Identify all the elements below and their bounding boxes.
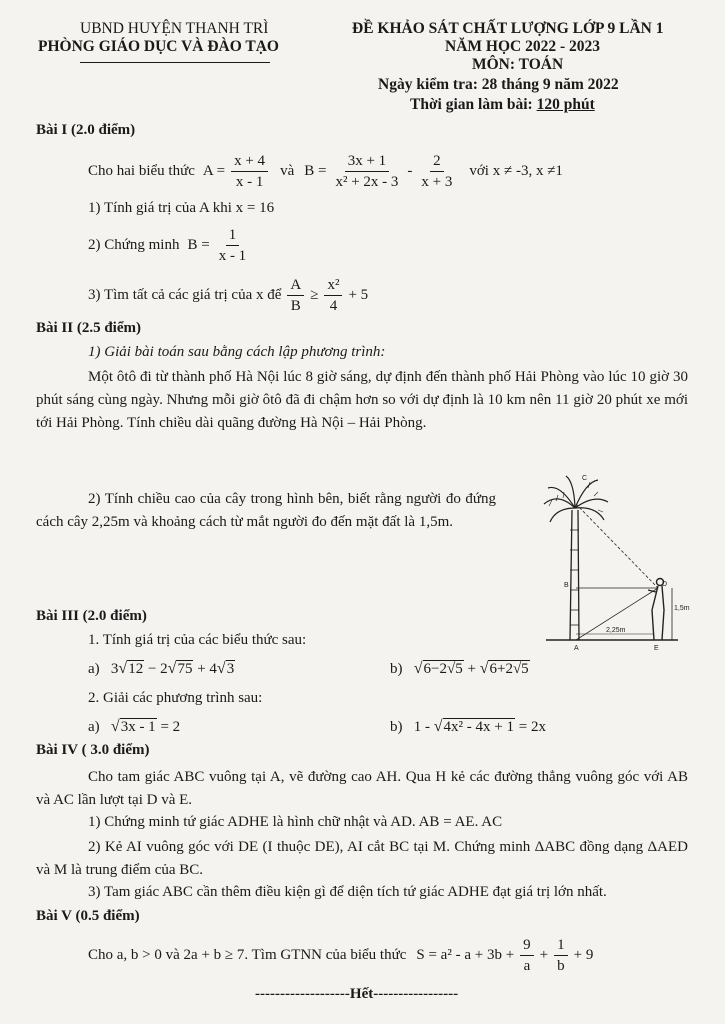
radicand-1: 12 xyxy=(128,661,144,677)
header-exam-date: Ngày kiểm tra: 28 tháng 9 năm 2022 xyxy=(378,76,619,93)
expr-b-label: B = xyxy=(304,162,327,179)
section-2-q2-body: 2) Tính chiều cao của cây trong hình bên, biết rằng người đo đứng cách cây 2,25m và khoảng cách từ mắt người đo đến mặt đất là 1,5m. xyxy=(36,491,496,530)
plus-sign: + xyxy=(467,661,476,677)
section-1-q1: 1) Tính giá trị của A khi x = 16 xyxy=(88,200,275,216)
frac-denominator: B xyxy=(290,297,301,314)
fig-label-e: E xyxy=(654,645,659,652)
section-1-title: Bài I (2.0 điểm) xyxy=(36,122,136,138)
frac-numerator: x + 4 xyxy=(231,152,268,172)
duration-value: 120 phút xyxy=(536,96,595,113)
frac-numerator: 2 xyxy=(430,152,444,172)
fig-label-b: B xyxy=(564,582,569,589)
fraction-9-a xyxy=(520,936,534,975)
header-underline xyxy=(80,62,270,63)
radicand: 4x² - 4x + 1 xyxy=(443,719,514,735)
section-4-title: Bài IV ( 3.0 điểm) xyxy=(36,742,150,758)
expr-a-label: a) xyxy=(88,661,100,677)
radicand-2: 6+2√5 xyxy=(489,661,529,677)
frac-denominator: b xyxy=(557,957,565,974)
fig-label-d: D xyxy=(662,581,668,588)
header-district: UBND HUYỆN THANH TRÌ xyxy=(80,20,269,37)
section-4-q1: 1) Chứng minh tứ giác ADHE là hình chữ nhật và AD. AB = AE. AC xyxy=(88,814,503,830)
radicand-1: 6−2√5 xyxy=(423,661,463,677)
section-4-intro: Cho tam giác ABC vuông tại A, vẽ đường cao AH. Qua H kẻ các đường thẳng vuông góc với AB và AC lần lượt tại D và E. xyxy=(36,769,688,808)
header-department: PHÒNG GIÁO DỤC VÀ ĐÀO TẠO xyxy=(38,38,279,55)
frac-numerator: 9 xyxy=(520,936,534,956)
eq-a-tail: = 2 xyxy=(160,719,181,735)
frac-denominator: x + 3 xyxy=(421,173,453,190)
frac-denominator: x - 1 xyxy=(218,247,247,264)
header-exam-title: ĐỀ KHẢO SÁT CHẤT LƯỢNG LỚP 9 LẦN 1 xyxy=(352,20,664,37)
section-2-title: Bài II (2.5 điểm) xyxy=(36,320,141,336)
q2-text: 2) Chứng minh xyxy=(88,236,180,253)
fig-distance: 2,25m xyxy=(606,627,626,634)
expr-b-label: b) xyxy=(390,661,403,677)
q3-fraction-ab xyxy=(287,276,304,315)
duration-label: Thời gian làm bài: xyxy=(410,96,533,113)
radical-sign: √ xyxy=(216,660,226,677)
section-2-q1-heading: 1) Giải bài toán sau bằng cách lập phương trình: xyxy=(88,344,386,360)
intro-text: Cho a, b > 0 và 2a + b ≥ 7. Tìm GTNN của biểu thức xyxy=(88,946,407,963)
section-4-q2: 2) Kẻ AI vuông góc với DE (I thuộc DE), AI cắt BC tại M. Chứng minh ΔABC đồng dạng ΔAED và M là trung điểm của BC. xyxy=(36,839,688,878)
radical-sign: √ xyxy=(110,718,120,735)
coef-3: + 4 xyxy=(197,661,217,677)
section-5-title: Bài V (0.5 điểm) xyxy=(36,908,140,924)
section-3-eq-a xyxy=(88,718,180,736)
frac-denominator: x² + 2x - 3 xyxy=(335,173,399,190)
section-1-q3 xyxy=(88,272,368,318)
frac-denominator: x - 1 xyxy=(235,173,264,190)
radicand: 3x - 1 xyxy=(120,719,156,735)
header-duration xyxy=(410,96,595,114)
frac-denominator: a xyxy=(523,957,531,974)
fig-label-c: C xyxy=(582,475,588,482)
frac-numerator: 1 xyxy=(554,936,568,956)
fig-height: 1,5m xyxy=(674,605,690,612)
header-school-year: NĂM HỌC 2022 - 2023 xyxy=(445,38,600,55)
section-5-body xyxy=(88,932,593,978)
plus-sign: + xyxy=(539,946,549,963)
radicand-3: 3 xyxy=(226,661,235,677)
fig-label-a: A xyxy=(574,645,579,652)
radical-sign: √ xyxy=(479,660,489,677)
minus-sign: - xyxy=(407,162,413,179)
section-3-expr-a xyxy=(88,660,235,678)
s-tail: + 9 xyxy=(573,946,594,963)
header-subject: MÔN: TOÁN xyxy=(472,56,564,73)
condition-text: với x ≠ -3, x ≠1 xyxy=(469,162,563,179)
eq-b-label: b) xyxy=(390,719,403,735)
eq-b-tail: = 2x xyxy=(518,719,546,735)
frac-numerator: 3x + 1 xyxy=(345,152,389,172)
section-1-q2 xyxy=(88,222,251,268)
section-4-q3: 3) Tam giác ABC cần thêm điều kiện gì để diện tích tứ giác ADHE đạt giá trị lớn nhất. xyxy=(88,884,607,900)
radicand-2: 75 xyxy=(177,661,193,677)
intro-text: Cho hai biểu thức xyxy=(88,162,195,179)
tree-measurement-figure xyxy=(538,470,690,652)
expr-a-label: A = xyxy=(202,162,226,179)
radical-sign: √ xyxy=(433,718,443,735)
section-3-part2: 2. Giải các phương trình sau: xyxy=(88,690,263,706)
section-2-q1-body: Một ôtô đi từ thành phố Hà Nội lúc 8 giờ sáng, dự định đến thành phố Hải Phòng vào lúc 10 giờ 30 phút sáng cùng ngày. Nhưng mỗi giờ ôtô đã đi chậm hơn so với dự định là 10 km nên 11 giờ 20 phút xe mới tới Hải Phòng. Tính chiều dài quãng đường Hà Nội – Hải Phòng. xyxy=(36,369,688,431)
frac-numerator: A xyxy=(287,276,304,296)
and-word: và xyxy=(280,162,295,179)
section-3-expr-b xyxy=(390,660,530,678)
expr-a-fraction xyxy=(231,152,268,191)
expr-b-fraction-2 xyxy=(418,152,455,191)
q2-fraction xyxy=(216,226,250,265)
section-3-eq-b xyxy=(390,718,546,736)
ge-sign: ≥ xyxy=(310,286,319,303)
expr-b-fraction-1 xyxy=(332,152,401,191)
end-marker: -------------------Hết----------------- xyxy=(255,986,459,1002)
q2-b-label: B = xyxy=(187,236,210,253)
coef-1: 3 xyxy=(110,661,119,677)
eq-b-head: 1 - xyxy=(413,719,430,735)
q3-tail: + 5 xyxy=(348,286,369,303)
frac-numerator: 1 xyxy=(226,226,240,246)
section-3-title: Bài III (2.0 điểm) xyxy=(36,608,147,624)
radical-sign: √ xyxy=(118,660,128,677)
radical-sign: √ xyxy=(167,660,177,677)
s-head: S = a² - a + 3b + xyxy=(416,946,515,963)
section-1-expressions xyxy=(88,148,563,194)
fraction-1-b xyxy=(554,936,568,975)
q3-fraction-x2 xyxy=(324,276,342,315)
section-3-part1: 1. Tính giá trị của các biểu thức sau: xyxy=(88,632,307,648)
eq-a-label: a) xyxy=(88,719,100,735)
q3-text: 3) Tìm tất cả các giá trị của x để xyxy=(88,286,282,303)
radical-sign: √ xyxy=(413,660,423,677)
frac-numerator: x² xyxy=(324,276,342,296)
frac-denominator: 4 xyxy=(329,297,338,314)
coef-2: − 2 xyxy=(147,661,168,677)
